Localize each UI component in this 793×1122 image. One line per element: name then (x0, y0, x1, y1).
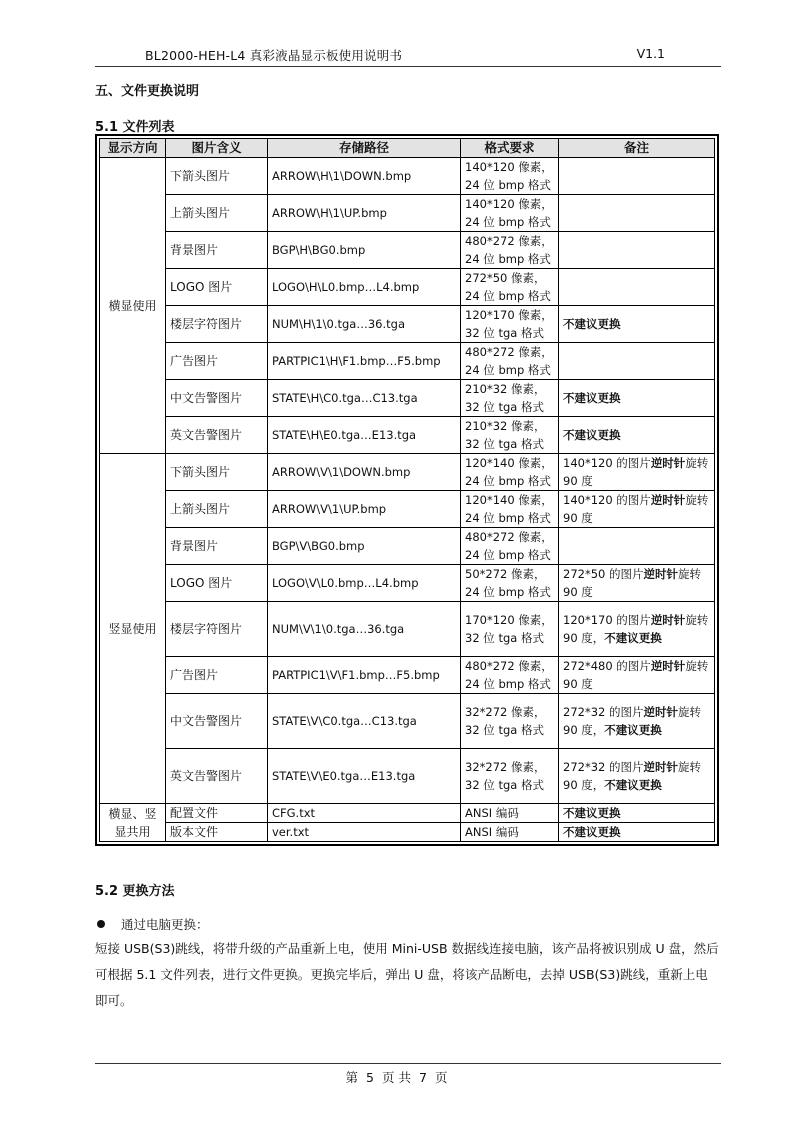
note-text: 旋转 90 度， (563, 705, 701, 737)
table-row (100, 491, 715, 528)
path-cell: BGP\H\BG0.bmp (268, 232, 461, 269)
meaning-cell: 广告图片 (166, 343, 268, 380)
format-line: 32 位 tga 格式 (465, 400, 544, 414)
footer-page-total: 7 (418, 1070, 427, 1085)
format-line: 140*120 像素， (465, 160, 553, 174)
path-cell: BGP\V\BG0.bmp (268, 528, 461, 565)
format-line: 120*140 像素， (465, 456, 553, 470)
note-text: 旋转 90 度 (563, 493, 709, 525)
column-header: 显示方向 (100, 139, 166, 158)
table-row (100, 195, 715, 232)
format-line: 24 位 bmp 格式 (465, 252, 551, 266)
note-cell (559, 380, 715, 417)
table-row (100, 343, 715, 380)
path-cell: NUM\V\1\0.tga…36.tga (268, 602, 461, 657)
table-body (100, 158, 715, 842)
format-line: 24 位 bmp 格式 (465, 677, 551, 691)
note-cell (559, 694, 715, 749)
format-cell (461, 491, 559, 528)
subsection-heading-file-list: 5.1 文件列表 (95, 120, 175, 135)
format-cell (461, 694, 559, 749)
format-cell (461, 749, 559, 804)
footer-page-number: 5 (366, 1070, 374, 1085)
note-text: 逆时针 (650, 493, 686, 507)
bullet-dot-icon (97, 920, 105, 928)
format-line: 32 位 tga 格式 (465, 778, 544, 792)
format-line: 120*140 像素， (465, 493, 553, 507)
column-header: 图片含义 (166, 139, 268, 158)
note-text: 不建议更换 (604, 723, 662, 737)
note-text: 272*32 的图片 (563, 760, 644, 774)
format-cell (461, 306, 559, 343)
format-cell (461, 343, 559, 380)
instruction-paragraph: 短接 USB(S3)跳线，将带升级的产品重新上电，使用 Mini-USB 数据线连接电脑，该产品将被识别成 U 盘，然后可根据 5.1 文件列表，进行文件更换。更换完毕后，弹出 U 盘，将该产品断电，去掉 USB(S3)跳线，重新上电即可。 (95, 941, 719, 1008)
format-cell (461, 158, 559, 195)
format-cell (461, 232, 559, 269)
format-line: 24 位 bmp 格式 (465, 474, 551, 488)
note-text: 逆时针 (650, 456, 686, 470)
note-text: 不建议更换 (563, 806, 621, 820)
note-cell (559, 454, 715, 491)
bullet-text: 通过电脑更换： (121, 917, 209, 932)
meaning-cell: 广告图片 (166, 657, 268, 694)
note-cell (559, 269, 715, 306)
table-row (100, 823, 715, 842)
note-text: 不建议更换 (604, 778, 662, 792)
path-cell: NUM\H\1\0.tga…36.tga (268, 306, 461, 343)
meaning-cell: 英文告警图片 (166, 417, 268, 454)
note-text: 不建议更换 (604, 631, 662, 645)
table-row (100, 454, 715, 491)
note-cell (559, 823, 715, 842)
document-title: BL2000-HEH-L4 真彩液晶显示板使用说明书 (145, 48, 403, 63)
format-line: 32*272 像素， (465, 760, 546, 774)
meaning-cell: 楼层字符图片 (166, 306, 268, 343)
note-text: 逆时针 (650, 613, 686, 627)
note-text: 逆时针 (643, 760, 678, 774)
note-text: 272*32 的图片 (563, 705, 644, 719)
meaning-cell: 背景图片 (166, 232, 268, 269)
meaning-cell: 上箭头图片 (166, 195, 268, 232)
meaning-cell: 版本文件 (166, 823, 268, 842)
note-cell (559, 343, 715, 380)
note-cell (559, 491, 715, 528)
format-line: 480*272 像素， (465, 530, 553, 544)
note-text: 旋转 90 度， (563, 613, 709, 645)
note-text: 不建议更换 (563, 317, 621, 331)
note-text: 140*120 的图片 (563, 493, 651, 507)
table-row (100, 528, 715, 565)
table-row (100, 749, 715, 804)
format-cell (461, 528, 559, 565)
format-cell (461, 417, 559, 454)
bullet-item (95, 915, 209, 933)
note-text: 逆时针 (650, 659, 686, 673)
table-row (100, 565, 715, 602)
format-line: 480*272 像素， (465, 345, 553, 359)
format-line: 32 位 tga 格式 (465, 437, 544, 451)
format-line: 210*32 像素， (465, 382, 546, 396)
meaning-cell: 配置文件 (166, 804, 268, 823)
path-cell: STATE\H\E0.tga…E13.tga (268, 417, 461, 454)
meaning-cell: 中文告警图片 (166, 380, 268, 417)
note-text: 不建议更换 (563, 391, 621, 405)
format-line: 210*32 像素， (465, 419, 546, 433)
section-heading: 五、文件更换说明 (95, 84, 200, 99)
file-list-table-frame (95, 134, 719, 846)
path-cell: CFG.txt (268, 804, 461, 823)
note-cell (559, 417, 715, 454)
path-cell: ARROW\H\1\UP.bmp (268, 195, 461, 232)
format-line: 32 位 tga 格式 (465, 723, 544, 737)
table-row (100, 602, 715, 657)
format-cell (461, 602, 559, 657)
note-text: 逆时针 (643, 567, 678, 581)
meaning-cell: 背景图片 (166, 528, 268, 565)
format-line: 140*120 像素， (465, 197, 553, 211)
meaning-cell: 中文告警图片 (166, 694, 268, 749)
table-row (100, 232, 715, 269)
meaning-cell: 楼层字符图片 (166, 602, 268, 657)
format-cell (461, 804, 559, 823)
column-header: 备注 (559, 139, 715, 158)
footer-suffix: 页 (434, 1070, 448, 1085)
note-text: 120*170 的图片 (563, 613, 651, 627)
meaning-cell: LOGO 图片 (166, 269, 268, 306)
path-cell: ARROW\V\1\DOWN.bmp (268, 454, 461, 491)
format-cell (461, 380, 559, 417)
table-row (100, 380, 715, 417)
column-header: 格式要求 (461, 139, 559, 158)
path-cell: PARTPIC1\V\F1.bmp…F5.bmp (268, 657, 461, 694)
meaning-cell: 下箭头图片 (166, 158, 268, 195)
path-cell: PARTPIC1\H\F1.bmp…F5.bmp (268, 343, 461, 380)
note-cell (559, 528, 715, 565)
note-text: 不建议更换 (563, 428, 621, 442)
format-line: 120*170 像素， (465, 308, 553, 322)
format-line: 32 位 tga 格式 (465, 326, 544, 340)
note-cell (559, 657, 715, 694)
footer-mid: 页 共 (382, 1070, 411, 1085)
table-row (100, 694, 715, 749)
note-cell (559, 565, 715, 602)
table-row (100, 306, 715, 343)
format-line: ANSI 编码 (465, 806, 519, 820)
direction-cell: 横显、竖显共用 (100, 804, 166, 842)
page-footer (0, 1068, 793, 1086)
format-line: 480*272 像素， (465, 659, 553, 673)
format-line: 24 位 bmp 格式 (465, 178, 551, 192)
format-line: 24 位 bmp 格式 (465, 511, 551, 525)
path-cell: STATE\V\E0.tga…E13.tga (268, 749, 461, 804)
table-row (100, 417, 715, 454)
path-cell: STATE\H\C0.tga…C13.tga (268, 380, 461, 417)
path-cell: LOGO\H\L0.bmp…L4.bmp (268, 269, 461, 306)
direction-cell: 竖显使用 (100, 454, 166, 804)
note-cell (559, 195, 715, 232)
meaning-cell: LOGO 图片 (166, 565, 268, 602)
path-cell: LOGO\V\L0.bmp…L4.bmp (268, 565, 461, 602)
format-line: 480*272 像素， (465, 234, 553, 248)
format-cell (461, 195, 559, 232)
format-line: ANSI 编码 (465, 825, 519, 839)
footer-prefix: 第 (345, 1070, 359, 1085)
note-cell (559, 749, 715, 804)
note-text: 旋转 90 度 (563, 567, 701, 599)
note-text: 旋转 90 度， (563, 760, 701, 792)
note-text: 逆时针 (643, 705, 678, 719)
format-line: 272*50 像素， (465, 271, 546, 285)
format-cell (461, 657, 559, 694)
direction-cell: 横显使用 (100, 158, 166, 454)
path-cell: ver.txt (268, 823, 461, 842)
format-line: 32 位 tga 格式 (465, 631, 544, 645)
table-row (100, 804, 715, 823)
note-text: 272*480 的图片 (563, 659, 651, 673)
path-cell: ARROW\H\1\DOWN.bmp (268, 158, 461, 195)
subsection-heading-replace-method: 5.2 更换方法 (95, 884, 175, 899)
note-text: 140*120 的图片 (563, 456, 651, 470)
note-text: 旋转 90 度 (563, 659, 709, 691)
column-header: 存储路径 (268, 139, 461, 158)
meaning-cell: 下箭头图片 (166, 454, 268, 491)
note-text: 不建议更换 (563, 825, 621, 839)
note-cell (559, 602, 715, 657)
file-list-table (99, 138, 715, 842)
format-line: 170*120 像素， (465, 613, 553, 627)
path-cell: ARROW\V\1\UP.bmp (268, 491, 461, 528)
format-line: 24 位 bmp 格式 (465, 215, 551, 229)
format-line: 50*272 像素， (465, 567, 546, 581)
meaning-cell: 上箭头图片 (166, 491, 268, 528)
format-line: 24 位 bmp 格式 (465, 548, 551, 562)
meaning-cell: 英文告警图片 (166, 749, 268, 804)
format-line: 24 位 bmp 格式 (465, 585, 551, 599)
note-cell (559, 158, 715, 195)
note-cell (559, 232, 715, 269)
format-cell (461, 823, 559, 842)
note-cell (559, 306, 715, 343)
format-cell (461, 454, 559, 491)
format-cell (461, 565, 559, 602)
path-cell: STATE\V\C0.tga…C13.tga (268, 694, 461, 749)
note-text: 272*50 的图片 (563, 567, 644, 581)
format-line: 24 位 bmp 格式 (465, 363, 551, 377)
table-row (100, 657, 715, 694)
table-row (100, 158, 715, 195)
format-line: 24 位 bmp 格式 (465, 289, 551, 303)
footer-divider (95, 1063, 721, 1064)
format-line: 32*272 像素， (465, 705, 546, 719)
page-header (95, 44, 721, 67)
table-header-row (100, 139, 715, 158)
note-text: 旋转 90 度 (563, 456, 709, 488)
table-row (100, 269, 715, 306)
format-cell (461, 269, 559, 306)
note-cell (559, 804, 715, 823)
document-version: V1.1 (636, 46, 665, 61)
